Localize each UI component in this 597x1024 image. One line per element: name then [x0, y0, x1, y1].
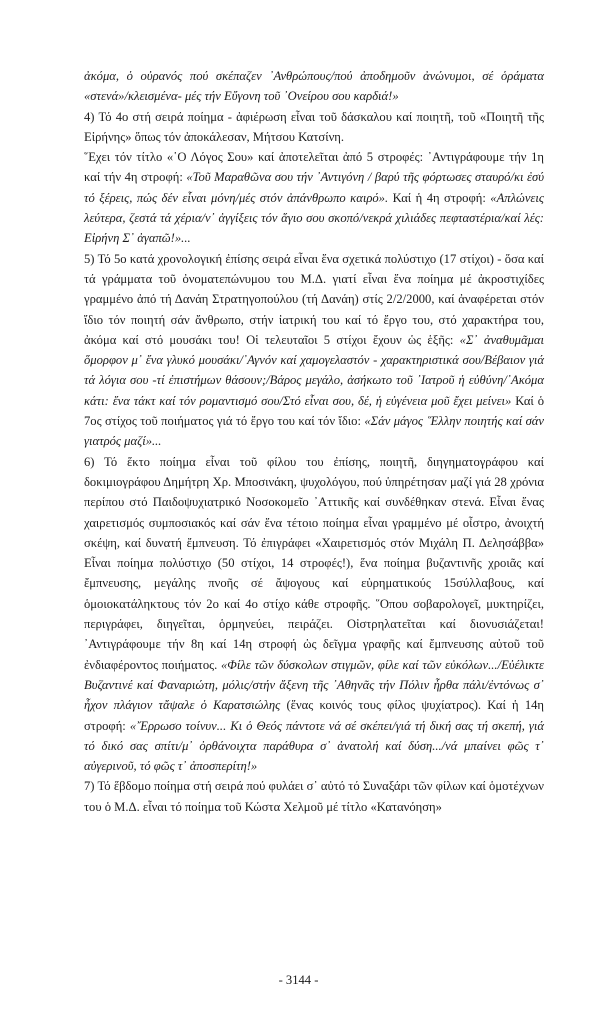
- quote-text: «Απλώνεις λεύτερα, ζεστά τά χέρια/ν᾿ ἀγγίξεις τόν ἅγιο σου σκοπό/νεκρά χιλιάδες πεφταστέρια/καί λές: Εἰρήνη Σ᾿ ἀγαπῶ!»...: [84, 190, 544, 246]
- page-body: [84, 66, 544, 817]
- body-text: Καί ἡ 4η στροφή:: [388, 190, 491, 205]
- quote-text: «Σ᾿ ἀναθυμᾶμαι ὅμορφον μ᾿ ἕνα γλυκό μουσάκι/᾿Αγνόν καί χαμογελαστόν - χαρακτηριστικά σου/Βέβαιον γιά τά λόγια σου -τί ἐπιστήμων θάσουν;/Βάρος μεγάλο, ἀσήκωτο τοῦ ᾿Ιατροῦ ἡ εὐθύνη/᾿Ακόμα κάτι: ἕνα τάκτ καί τόν ρομαντισμό σου/Στό εἶναι σου, δέ, ἡ εὐγένεια μοῦ ἔχει μείνει»: [84, 332, 545, 408]
- quote-text: «Τοῦ Μαραθῶνα σου τήν ᾿Αντιγόνη / βαρύ τῆς φόρτωσες σταυρό/κι ἐσύ τό ξέρεις, πώς δέν εἶναι μόνη/μές στόν ἀπάνθρωπο καιρό».: [84, 170, 545, 205]
- quote-text: ἀκόμα, ὁ οὐρανός πού σκέπαζεν ᾿Ανθρώπους/πού ἀποδημοῦν ἀνώνυμοι, σέ ὁράματα «στενά»/κλεισμένα- μές τήν Εὔγονη τοῦ ᾿Ονείρου σου καρδιά!»: [84, 69, 544, 104]
- quote-text: «Σάν μάγος ῞Ελλην ποιητής καί σάν γιατρός μαζί»...: [84, 414, 544, 449]
- body-text: 6) Τό ἕκτο ποίημα εἶναι τοῦ φίλου του ἐπίσης, ποιητῆ, διηγηματογράφου καί δοκιμιογράφου Δημήτρη Χρ. Μποσινάκη, ψυχολόγου, πού ὑπηρέτησαν μαζί γιά 28 χρόνια περίπου στό Παιδοψυχιατρικό Νοσοκομεῖο ᾿Αττικῆς καί συνδέθηκαν στενά. Εἶναι ἕνας χαιρετισμός συμποσιακός καί σάν ἕνα τέτοιο ποίημα εἶναι γραμμένο μέ οἶστρο, ἀνοιχτή σκέψη, καί δυνατή ἔμπνευση. Τό ἐπιγράφει «Χαιρετισμός στόν Μιχάλη Π. Δελησάββα» Εἶναι ποίημα πολύστιχο (50 στίχοι, 14 στροφές!), ἕνα ποίημα βυζαντινῆς χροιᾶς καί ἔμπνευσης, μεγάλης πνοῆς σέ ἄψογους καί εὑρηματικούς 15σύλλαβους, καί ὁμοιοκατάληκτους τόν 2ο καί 4ο στίχο κάθε στροφῆς. ῞Οπου σοβαρολογεῖ, μυκτηρίζει, περιγράφει, διηγεῖται, ὁρμηνεύει, πειράζει. Οἰστρηλατεῖται καί διονυσιάζεται! ᾿Αντιγράφουμε τήν 8η καί 14η στροφή ὡς δεῖγμα γραφῆς καί ἔμπνευσης αὐτοῦ τοῦ ἐνδιαφέροντος ποιήματος.: [84, 454, 544, 672]
- body-text: (ἕνας κοινός τους φίλος ψυχίατρος). Καί ἡ 14η στροφή:: [84, 698, 544, 733]
- paragraph-3: [84, 147, 544, 248]
- quote-text: «Φίλε τῶν δύσκολων στιγμῶν, φίλε καί τῶν εὐκόλων.../Εὐέλικτε Βυζαντινέ καί Φαναριώτη, μόλις/στήν ἄξενη τῆς ᾿Αθηνᾶς τήν Πόλιν ἦρθα πάλι/ἐντόνως σ᾿ ἦχον πλάγιον τἄψαλε ὁ Καρατσιώλης: [84, 657, 544, 713]
- paragraph-2: [84, 107, 544, 148]
- body-text: ῞Εχει τόν τίτλο «῾Ο Λόγος Σου» καί ἀποτελεῖται ἀπό 5 στροφές: ᾿Αντιγράφουμε τήν 1η καί τήν 4η στροφή:: [84, 150, 544, 185]
- page-number: - 3144 -: [278, 973, 319, 987]
- quote-text: «῎Ερρωσο τοίνυν... Κι ὁ Θεός πάντοτε νά σέ σκέπει/γιά τή δική σας τή σκεπή, γιά τό δικό σας σπίτι/μ᾿ ὀρθάνοιχτα παράθυρα σ᾿ ἀνατολή καί δύση.../νά μπαίνει φῶς τ᾿ αὐγερινοῦ, τό φῶς τ᾿ ἀποσπερίτη!»: [84, 718, 544, 774]
- paragraph-4: [84, 249, 544, 452]
- paragraph-6: [84, 776, 544, 817]
- paragraph-5: [84, 452, 544, 777]
- paragraph-1: [84, 66, 544, 107]
- body-text: 4) Τό 4ο στή σειρά ποίημα - ἀφιέρωση εἶναι τοῦ δάσκαλου καί ποιητῆ, τοῦ «Ποιητῆ τῆς Εἰρήνης» ὅπως τόν ἀποκάλεσαν, Μήτσου Κατσίνη.: [84, 109, 544, 144]
- body-text: Καί ὁ 7ος στίχος τοῦ ποιήματος γιά τό ἔργο του καί τόν ἴδιο:: [84, 393, 544, 429]
- body-text: 5) Τό 5ο κατά χρονολογική ἐπίσης σειρά εἶναι ἕνα σχετικά πολύστιχο (17 στίχοι) - ὅσα καί τά γράμματα τοῦ ὀνοματεπώνυμου του Μ.Δ. γιατί εἶναι ἕνα ποίημα μέ ἀκροστιχίδες γραμμένο ἀπό τή Δανάη Στρατηγοπούλου (τή Δανάη) στίς 2/2/2000, καί ἀναφέρεται στόν ἴδιο τόν ποιητή σάν ἄνθρωπο, στήν ἰατρική του καί τό ἔργο του, στό χαρακτήρα του, ἀκόμα καί στό μουσάκι του! Οἱ τελευταῖοι 5 στίχοι ἔχουν ὡς ἑξῆς:: [84, 251, 544, 347]
- body-text: 7) Τό ἕβδομο ποίημα στή σειρά πού φυλάει σ᾿ αὐτό τό Συναξάρι τῶν φίλων καί ὁμοτέχνων του ὁ Μ.Δ. εἶναι τό ποίημα τοῦ Κώστα Χελμοῦ μέ τίτλο «Κατανόηση»: [84, 779, 544, 814]
